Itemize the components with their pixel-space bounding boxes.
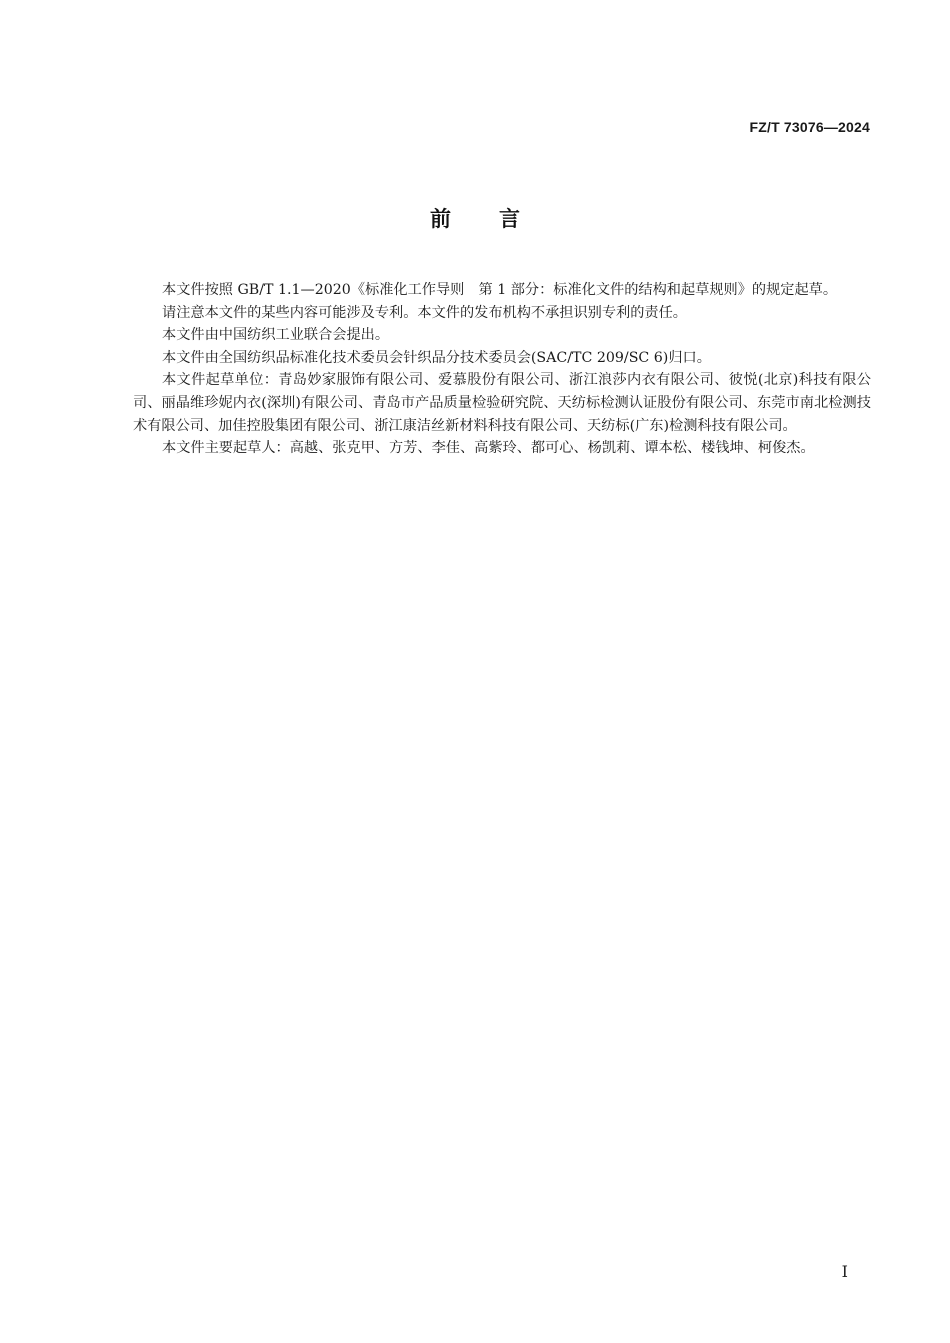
paragraph-proposer: 本文件由中国纺织工业联合会提出。: [162, 327, 390, 344]
paragraph-technical-committee: 本文件由全国纺织品标准化技术委员会针织品分技术委员会(SAC/TC 209/SC 6)归口。: [162, 349, 711, 366]
paragraph-patent-notice: 请注意本文件的某些内容可能涉及专利。本文件的发布机构不承担识别专利的责任。: [162, 304, 687, 321]
page-number: I: [841, 1262, 848, 1281]
page-title: 前言: [430, 207, 568, 231]
paragraph-drafters: 本文件主要起草人：高越、张克甲、方芳、李佳、高紫玲、都可心、杨凯莉、谭本松、楼钱坤、柯俊杰。: [162, 440, 815, 457]
paragraph-drafting-units: 本文件起草单位：青岛妙家服饰有限公司、爱慕股份有限公司、浙江浪莎内衣有限公司、彼悦(北京)科技有限公司、丽晶维珍妮内衣(深圳)有限公司、青岛市产品质量检验研究院、天纺标检测认证股份有限公司、东莞市南北检测技术有限公司、加佳控股集团有限公司、浙江康洁丝新材料科技有限公司、天纺标(广东)检测科技有限公司。: [133, 372, 871, 434]
standard-number: FZ/T 73076—2024: [749, 119, 870, 135]
paragraph-drafting-rules: 本文件按照 GB/T 1.1—2020《标准化工作导则 第 1 部分：标准化文件的结构和起草规则》的规定起草。: [162, 282, 838, 298]
foreword-body: [133, 279, 871, 460]
